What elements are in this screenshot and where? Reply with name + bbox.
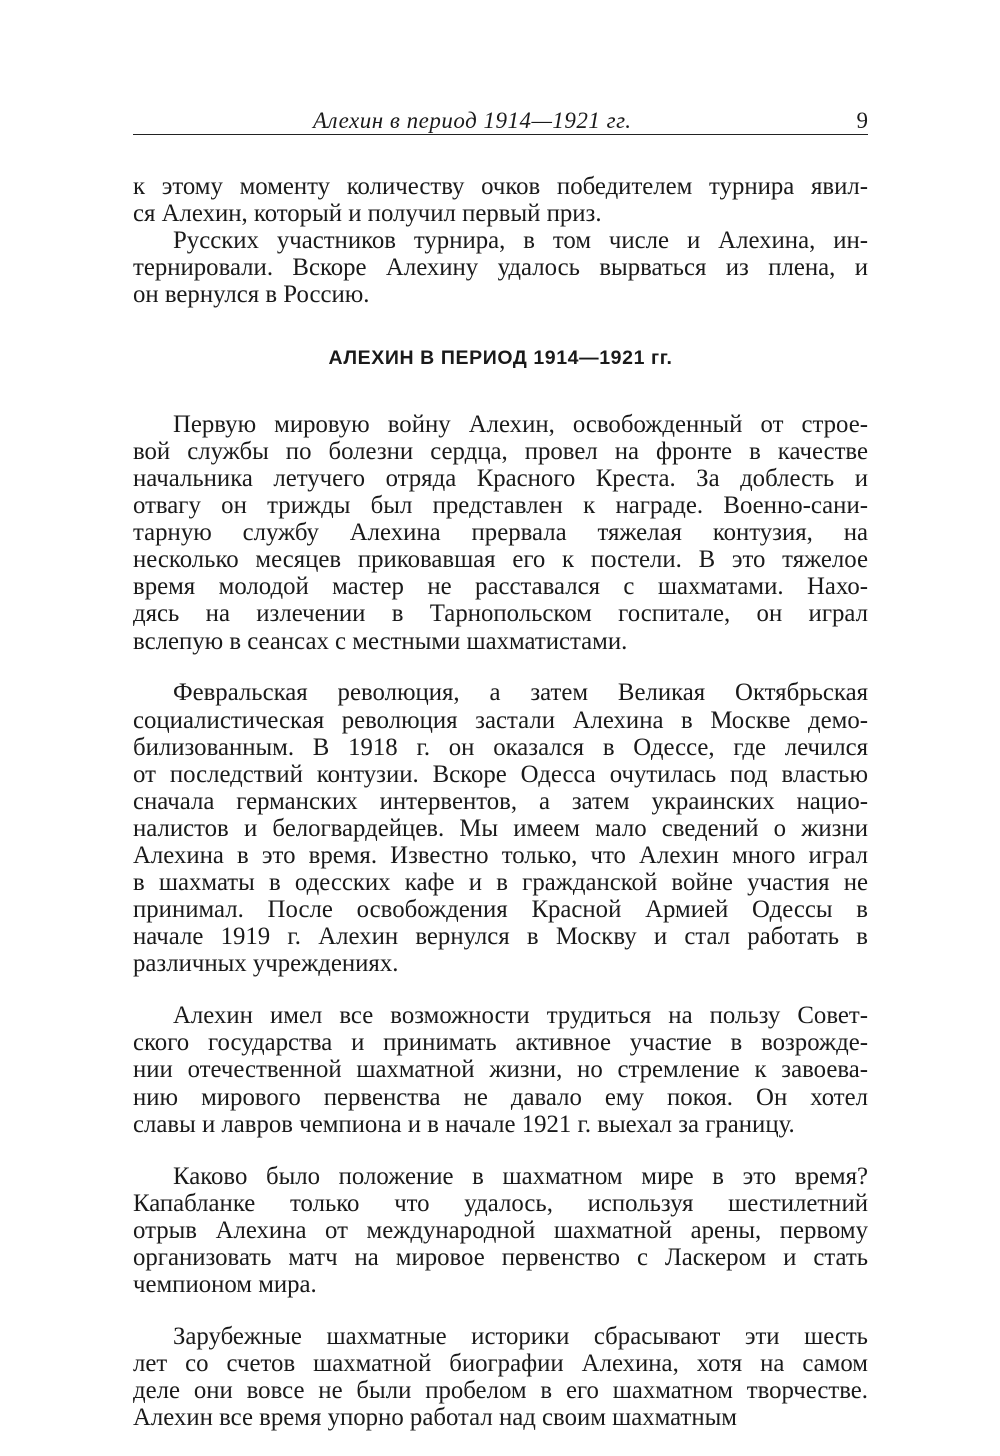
text-line: начальника летучего отряда Красного Креста. За доблесть и xyxy=(133,464,868,492)
text-line: в шахматы в одесских кафе и в гражданской войне участия не xyxy=(133,869,868,897)
text-line: нию мирового первенства не давало ему покоя. Он хотел xyxy=(133,1083,868,1111)
text-line: сначала германских интервентов, а затем украинских нацио- xyxy=(133,787,868,815)
paragraph xyxy=(133,679,868,977)
text-line: принимал. После освобождения Красной Армией Одессы в xyxy=(133,896,868,924)
intro-text xyxy=(133,173,868,308)
text-line: дясь на излечении в Тарнопольском госпитале, он играл xyxy=(133,600,868,628)
text-line: славы и лавров чемпиона и в начале 1921 г. выехал за границу. xyxy=(133,1110,795,1138)
text-line: организовать матч на мировое первенство с Ласкером и стать xyxy=(133,1243,868,1271)
paragraph xyxy=(133,227,868,308)
text-line: лет со счетов шахматной биографии Алехина, хотя на самом xyxy=(133,1349,868,1377)
text-line: деле они вовсе не были пробелом в его шахматном творчестве. xyxy=(133,1376,868,1404)
text-line: отвагу он трижды был представлен к награде. Военно-сани- xyxy=(133,492,868,520)
text-line: билизованным. В 1918 г. он оказался в Одессе, где лечился xyxy=(133,733,868,761)
text-line: Алехина в это время. Известно только, что Алехин много играл xyxy=(133,842,868,869)
text-line: различных учреждениях. xyxy=(133,950,399,978)
text-line: Зарубежные шахматные историки сбрасывают эти шесть xyxy=(173,1322,868,1350)
text-line: Каково было положение в шахматном мире в это время? xyxy=(173,1162,868,1190)
paragraph xyxy=(133,1163,868,1298)
paragraph xyxy=(133,1002,868,1137)
text-line: Капабланке только что удалось, используя шестилетний xyxy=(133,1189,868,1217)
text-line: начале 1919 г. Алехин вернулся в Москву и стал работать в xyxy=(133,923,868,951)
text-line: нии отечественной шахматной жизни, но стремление к завоева- xyxy=(133,1056,868,1084)
text-line: отрыв Алехина от международной шахматной арены, первому xyxy=(133,1216,868,1244)
page-number: 9 xyxy=(856,108,868,133)
text-line: социалистическая революция застали Алехина в Москве демо- xyxy=(133,706,868,734)
text-line: чемпионом мира. xyxy=(133,1270,317,1298)
section-heading: АЛЕХИН В ПЕРИОД 1914—1921 гг. xyxy=(328,347,673,369)
text-line: он вернулся в Россию. xyxy=(133,281,370,309)
text-line: вслепую в сеансах с местными шахматистами. xyxy=(133,627,628,655)
text-line: Февральская революция, а затем Великая Октябрьская xyxy=(173,679,868,707)
text-line: Алехин имел все возможности трудиться на пользу Совет- xyxy=(173,1002,868,1030)
text-line: Русских участников турнира, в том числе и Алехина, ин- xyxy=(173,227,868,255)
text-line: время молодой мастер не расставался с шахматами. Нахо- xyxy=(133,573,868,601)
text-line: от последствий контузии. Вскоре Одесса очутилась под властью xyxy=(133,760,868,788)
text-line: тарную службу Алехина прервала тяжелая контузия, на xyxy=(133,519,868,547)
text-line: ся Алехин, который и получил первый приз. xyxy=(133,200,602,228)
running-head xyxy=(133,108,868,135)
text-line: налистов и белогвардейцев. Мы имеем мало сведений о жизни xyxy=(133,814,868,842)
text-line: тернировали. Вскоре Алехину удалось вырваться из плена, и xyxy=(133,254,868,282)
text-line: Первую мировую войну Алехин, освобожденный от строе- xyxy=(173,410,868,438)
running-title: Алехин в период 1914—1921 гг. xyxy=(313,108,632,133)
text-line: вой службы по болезни сердца, провел на фронте в качестве xyxy=(133,437,868,465)
paragraph xyxy=(133,1323,868,1431)
paragraph xyxy=(133,411,868,655)
text-line: к этому моменту количеству очков победителем турнира явил- xyxy=(133,173,868,200)
text-line: Алехин все время упорно работал над своим шахматным xyxy=(133,1404,737,1432)
text-line: ского государства и принимать активное участие в возрожде- xyxy=(133,1029,868,1057)
section-body xyxy=(133,386,868,1456)
paragraph xyxy=(133,173,868,227)
text-line: несколько месяцев приковавшая его к постели. В это тяжелое xyxy=(133,546,868,574)
